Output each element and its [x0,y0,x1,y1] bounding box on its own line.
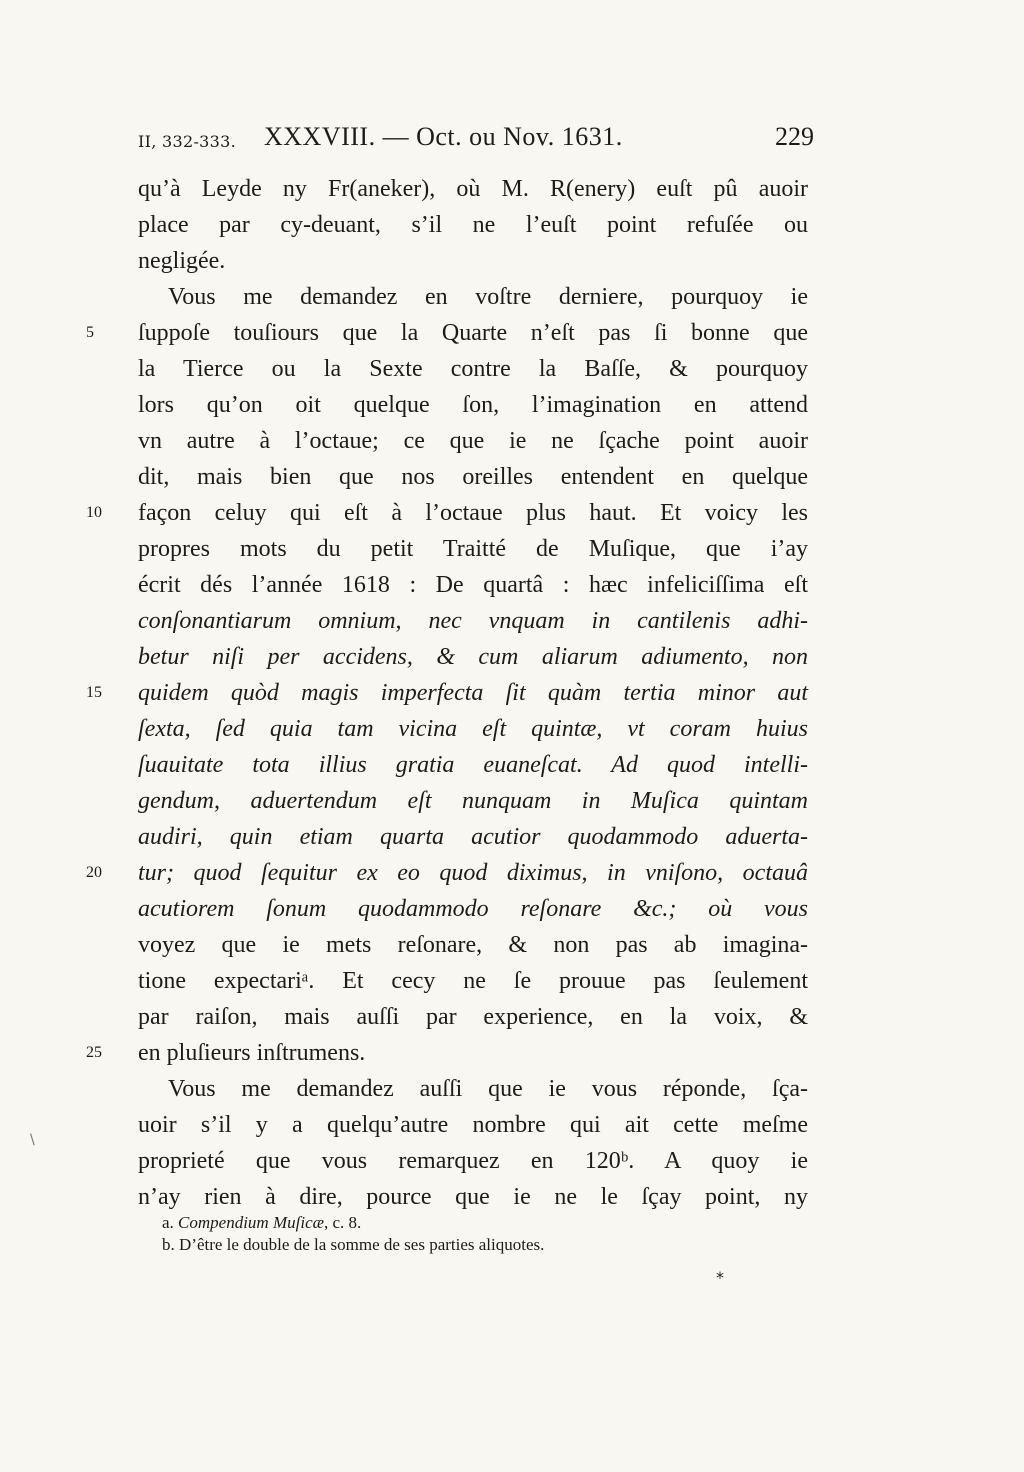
letter-title: XXXVIII. — Oct. ou Nov. 1631. [264,122,623,151]
line-number: 5 [86,324,94,341]
line-text: proprieté que vous remarquez en 120ᵇ. A quoy ie [138,1148,808,1174]
footnote [162,1212,802,1234]
page-number: 229 [775,122,814,151]
text-line [138,783,808,819]
line-text: qu’à Leyde ny Fr(aneker), où M. R(enery) euſt pû auoir [138,176,808,202]
line-text: en pluſieurs inſtrumens. [138,1040,366,1066]
footnote-text: Compendium Muſicæ [178,1213,324,1232]
footnote-suffix: , c. 8. [323,1213,362,1232]
line-text: tur; quod ſequitur ex eo quod diximus, in vniſono, octauâ [138,860,808,886]
text-line [86,675,808,711]
line-text: gendum, aduertendum eſt nunquam in Muſica quintam [138,788,808,814]
line-text: tione expectariᵃ. Et cecy ne ſe prouue pas ſeulement [138,968,808,994]
line-number: 25 [86,1044,102,1061]
line-text: la Tierce ou la Sexte contre la Baſſe, & pourquoy [138,356,808,382]
text-line [86,855,808,891]
text-line [86,495,808,531]
text-line [138,927,808,963]
ornament-star: * [716,1268,724,1287]
text-line [138,567,808,603]
text-line [138,351,808,387]
text-line [138,963,808,999]
text-line [138,243,808,279]
line-text: betur niſi per accidens, & cum aliarum adiumento, non [138,644,808,670]
footnote-mark: a. [162,1213,174,1232]
text-line [138,603,808,639]
line-text: façon celuy qui eſt à l’octaue plus haut. Et voicy les [138,500,808,526]
line-text: Vous me demandez en voſtre derniere, pourquoy ie [168,284,808,310]
text-line [138,1107,808,1143]
footnote [162,1234,802,1256]
text-line [138,891,808,927]
text-line [86,1035,808,1071]
line-text: propres mots du petit Traitté de Muſique, que i’ay [138,536,808,562]
volume-page-reference: II, 332-333. [138,132,236,151]
line-text: n’ay rien à dire, pource que ie ne le ſçay point, ny [138,1184,808,1210]
line-text: quidem quòd magis imperfecta ſit quàm tertia minor aut [138,680,808,706]
line-text: acutiorem ſonum quodammodo reſonare &c.; où vous [138,896,808,922]
text-line [138,423,808,459]
text-line [86,315,808,351]
line-text: vn autre à l’octaue; ce que ie ne ſçache point auoir [138,428,808,454]
running-header [138,122,820,162]
line-text: voyez que ie mets reſonare, & non pas ab imagina- [138,932,808,958]
text-line [138,1179,808,1215]
line-text: Vous me demandez auſſi que ie vous réponde, ſça- [168,1076,808,1102]
text-line [138,171,808,207]
text-line [138,819,808,855]
line-text: dit, mais bien que nos oreilles entendent en quelque [138,464,808,490]
line-number: 15 [86,684,102,701]
text-line [138,279,808,315]
line-text: ſuauitate tota illius gratia euaneſcat. Ad quod intelli- [138,752,808,778]
line-text: par raiſon, mais auſſi par experience, en la voix, & [138,1004,808,1030]
line-text: lors qu’on oit quelque ſon, l’imagination en attend [138,392,808,418]
text-line [138,459,808,495]
text-line [138,747,808,783]
line-text: écrit dés l’année 1618 : De quartâ : hæc infeliciſſima eſt [138,572,808,598]
line-text: place par cy-deuant, s’il ne l’euſt point refuſée ou [138,212,808,238]
text-line [138,531,808,567]
text-line [138,387,808,423]
footnote-text: D’être le double de la somme de ses parties aliquotes. [179,1235,545,1254]
text-line [138,711,808,747]
text-line [138,639,808,675]
line-text: negligée. [138,248,226,274]
letter-body [86,171,808,1215]
footnote-mark: b. [162,1235,175,1254]
text-line [138,207,808,243]
text-line [138,1143,808,1179]
line-number: 10 [86,504,102,521]
line-text: ſexta, ſed quia tam vicina eſt quintæ, vt coram huius [138,716,808,742]
line-number: 20 [86,864,102,881]
footnotes [162,1212,802,1256]
margin-mark: \ [30,1132,35,1148]
line-text: ſuppoſe touſiours que la Quarte n’eſt pas ſi bonne que [138,320,808,346]
text-line [138,1071,808,1107]
text-line [138,999,808,1035]
line-text: uoir s’il y a quelqu’autre nombre qui ait cette meſme [138,1112,808,1138]
line-text: conſonantiarum omnium, nec vnquam in cantilenis adhi- [138,608,808,634]
line-text: audiri, quin etiam quarta acutior quodammodo aduerta- [138,824,808,850]
